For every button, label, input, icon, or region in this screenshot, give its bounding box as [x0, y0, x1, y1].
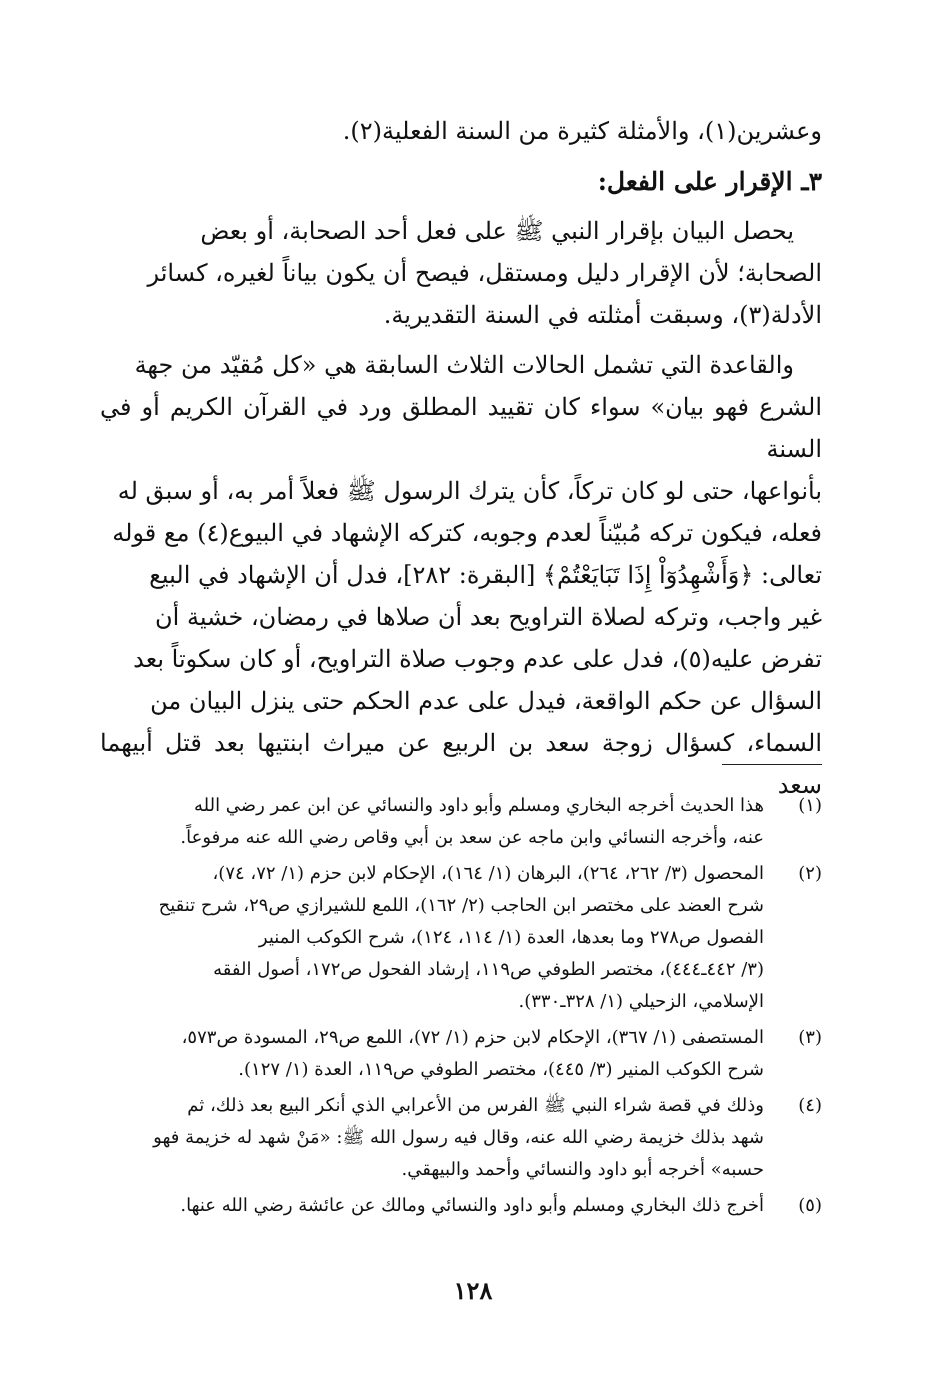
paragraph-2	[100, 344, 822, 806]
paragraph-2-line: تفرض عليه(٥)، فدل على عدم وجوب صلاة التراويح، أو كان سكوتاً بعد	[133, 645, 822, 673]
paragraph-2-line: السماء، كسؤال زوجة سعد بن الربيع عن ميراث ابنتيها بعد قتل أبيهما سعد	[100, 729, 822, 799]
footnote-number: (٢)	[798, 863, 822, 884]
footnote-line: هذا الحديث أخرجه البخاري ومسلم وأبو داود والنسائي عن ابن عمر رضي الله	[193, 795, 764, 816]
paragraph-2-line: السؤال عن حكم الواقعة، فيدل على عدم الحكم حتى ينزل البيان من	[150, 687, 822, 715]
page-number: ١٢٨	[453, 1276, 493, 1305]
footnote-line: (٣/ ٤٤٢ـ٤٤٤)، مختصر الطوفي ص١١٩، إرشاد الفحول ص١٧٢، أصول الفقه	[213, 959, 764, 980]
paragraph-1-line: يحصل البيان بإقرار النبي ﷺ على فعل أحد الصحابة، أو بعض	[200, 217, 794, 245]
footnote-line: الفصول ص٢٧٨ وما بعدها، العدة (١/ ١١٤، ١٢٤)، شرح الكوكب المنير	[258, 927, 764, 948]
paragraph-2-line: بأنواعها، حتى لو كان تركاً، كأن يترك الرسول ﷺ فعلاً أمر به، أو سبق له	[117, 477, 822, 505]
footnotes	[100, 790, 822, 1226]
footnote-line: شهد بذلك خزيمة رضي الله عنه، وقال فيه رسول الله ﷺ: «مَنْ شهد له خزيمة فهو	[153, 1127, 764, 1148]
footnote-4	[100, 1090, 822, 1186]
footnote-line: أخرج ذلك البخاري ومسلم وأبو داود والنسائي ومالك عن عائشة رضي الله عنها.	[180, 1195, 764, 1216]
footnote-line: شرح العضد على مختصر ابن الحاجب (٢/ ١٦٢)، اللمع للشيرازي ص٢٩، شرح تنقيح	[158, 895, 764, 916]
footnote-body	[100, 1022, 764, 1086]
footnote-1	[100, 790, 822, 854]
footnote-line: المحصول (٣/ ٢٦٢، ٢٦٤)، البرهان (١/ ١٦٤)، الإحكام لابن حزم (١/ ٧٢، ٧٤)،	[212, 863, 764, 884]
paragraph-2-line: والقاعدة التي تشمل الحالات الثلاث السابقة هي «كل مُقيّد من جهة	[134, 351, 794, 379]
footnote-line: المستصفى (١/ ٣٦٧)، الإحكام لابن حزم (١/ ٧٢)، اللمع ص٢٩، المسودة ص٥٧٣،	[181, 1027, 764, 1048]
footnote-line: حسبه» أخرجه أبو داود والنسائي وأحمد والبيهقي.	[401, 1159, 764, 1180]
footnote-body	[100, 1190, 764, 1222]
footnote-line: عنه، وأخرجه النسائي وابن ماجه عن سعد بن أبي وقاص رضي الله عنه مرفوعاً.	[180, 827, 764, 848]
footnote-line: الإسلامي، الزحيلي (١/ ٣٢٨ـ٣٣٠).	[518, 991, 764, 1012]
footnote-number: (١)	[798, 795, 822, 816]
footnote-body	[100, 1090, 764, 1186]
footnote-2	[100, 858, 822, 1018]
paragraph-1-line: الصحابة؛ لأن الإقرار دليل ومستقل، فيصح أن يكون بياناً لغيره، كسائر	[147, 259, 822, 287]
main-text	[100, 110, 822, 814]
footnote-3	[100, 1022, 822, 1086]
paragraph-2-line: غير واجب، وتركه لصلاة التراويح بعد أن صلاها في رمضان، خشية أن	[155, 603, 822, 631]
footnote-separator	[722, 764, 822, 765]
paragraph-2-line: الشرع فهو بيان» سواء كان تقييد المطلق ورد في القرآن الكريم أو في السنة	[100, 393, 822, 463]
footnote-number: (٤)	[798, 1095, 822, 1116]
footnote-body	[100, 790, 764, 854]
section-heading: ٣ـ الإقرار على الفعل:	[597, 167, 822, 196]
footnote-number: (٥)	[798, 1195, 822, 1216]
paragraph-2-line: فعله، فيكون تركه مُبيّناً لعدم وجوبه، كتركه الإشهاد في البيوع(٤) مع قوله	[112, 519, 822, 547]
footnote-5	[100, 1190, 822, 1222]
paragraph-1	[100, 210, 822, 336]
paragraph-1-line: الأدلة(٣)، وسبقت أمثلته في السنة التقديرية.	[383, 301, 822, 329]
footnote-number: (٣)	[798, 1027, 822, 1048]
intro-line: وعشرين(١)، والأمثلة كثيرة من السنة الفعلية(٢).	[342, 117, 822, 145]
footnote-body	[100, 858, 764, 1018]
footnote-line: وذلك في قصة شراء النبي ﷺ الفرس من الأعرابي الذي أنكر البيع بعد ذلك، ثم	[187, 1095, 764, 1116]
paragraph-2-line: تعالى: ﴿وَأَشْهِدُوٓاْ إِذَا تَبَايَعْتُمْ﴾ [البقرة: ٢٨٢]، فدل أن الإشهاد في البيع	[149, 561, 822, 589]
footnote-line: شرح الكوكب المنير (٣/ ٤٤٥)، مختصر الطوفي ص١١٩، العدة (١/ ١٢٧).	[238, 1059, 764, 1080]
